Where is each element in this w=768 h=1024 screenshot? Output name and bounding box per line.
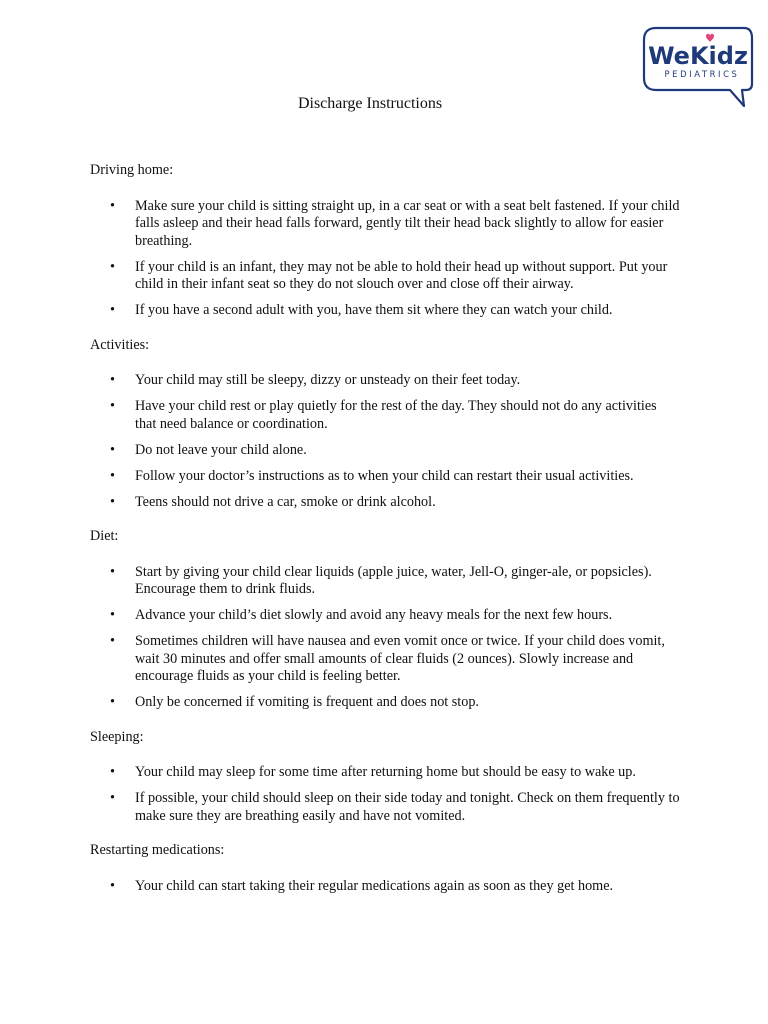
bullet-icon: •: [110, 694, 115, 710]
section-heading: Driving home:: [90, 162, 174, 178]
list-item-text: Have your child rest or play quietly for the rest of the day. They should not do any activities that need balance or coordination.: [135, 398, 657, 432]
bullet-icon: •: [110, 302, 115, 318]
bullet-icon: •: [110, 372, 115, 388]
section-heading: Activities:: [90, 336, 150, 353]
list-item-text: Do not leave your child alone.: [135, 441, 307, 458]
list-item-text: Your child can start taking their regular medications again as soon as they get home.: [135, 877, 614, 894]
list-item: [90, 302, 680, 320]
logo-brand-text: WeKidz: [648, 42, 748, 70]
list-item: [90, 398, 680, 433]
bullet-icon: •: [110, 764, 115, 780]
list-item: [90, 372, 680, 390]
instruction-section: [90, 729, 680, 826]
bullet-icon: •: [110, 197, 115, 214]
list-item-text: Start by giving your child clear liquids (apple juice, water, Jell-O, ginger-ale, or popsicles). Encourage them to drink fluids.: [135, 563, 652, 597]
list-item: [90, 694, 680, 712]
list-item: [90, 259, 680, 294]
bullet-icon: •: [110, 563, 115, 580]
instruction-list: [90, 878, 680, 896]
list-item-text: Teens should not drive a car, smoke or drink alcohol.: [135, 493, 436, 510]
logo-tagline-text: PEDIATRICS: [664, 69, 740, 79]
list-item-text: Only be concerned if vomiting is frequent and does not stop.: [135, 694, 479, 710]
list-item-text: If you have a second adult with you, have them sit where they can watch your child.: [135, 302, 613, 318]
instruction-list: [90, 198, 680, 320]
instruction-section: [90, 842, 680, 895]
bullet-icon: •: [110, 258, 115, 275]
list-item: [90, 878, 680, 896]
instruction-list: [90, 564, 680, 712]
list-item-text: Make sure your child is sitting straight up, in a car seat or with a seat belt fastened. If your child falls asleep and their head falls forward, gently tilt their head back slightly to allow for easier breathing.: [135, 197, 680, 249]
instructions-body: [90, 162, 680, 912]
list-item-text: Your child may sleep for some time after returning home but should be easy to wake up.: [135, 764, 636, 780]
list-item-text: Sometimes children will have nausea and even vomit once or twice. If your child does vomit, wait 30 minutes and offer small amounts of clear fluids (2 ounces). Slowly increase and encourage fluids as your child is feeling better.: [135, 633, 665, 684]
bullet-icon: •: [110, 633, 115, 649]
section-heading: Restarting medications:: [90, 842, 225, 858]
list-item-text: If your child is an infant, they may not be able to hold their head up without support. Put your child in their infant seat so they do not slouch over and close off their airway.: [135, 258, 668, 292]
bullet-icon: •: [110, 493, 115, 510]
list-item: [90, 607, 680, 625]
list-item: [90, 564, 680, 599]
list-item: [90, 633, 680, 686]
bullet-icon: •: [110, 790, 115, 806]
instruction-section: [90, 337, 680, 512]
instruction-list: [90, 372, 680, 511]
heart-icon: [706, 34, 714, 42]
list-item-text: Advance your child’s diet slowly and avoid any heavy meals for the next few hours.: [135, 607, 613, 623]
list-item-text: Your child may still be sleepy, dizzy or unsteady on their feet today.: [135, 372, 521, 388]
list-item: [90, 468, 680, 486]
list-item-text: If possible, your child should sleep on their side today and tonight. Check on them frequently to make sure they are breathing easily and have not vomited.: [135, 790, 680, 824]
instruction-list: [90, 764, 680, 825]
instruction-section: [90, 162, 680, 320]
bullet-icon: •: [110, 877, 115, 894]
bullet-icon: •: [110, 398, 115, 414]
list-item: [90, 764, 680, 782]
instruction-section: [90, 528, 680, 712]
list-item: [90, 790, 680, 825]
section-heading: Diet:: [90, 528, 119, 544]
bullet-icon: •: [110, 441, 115, 458]
list-item-text: Follow your doctor’s instructions as to when your child can restart their usual activities.: [135, 467, 634, 484]
list-item: [90, 198, 680, 251]
section-heading: Sleeping:: [90, 728, 144, 745]
bullet-icon: •: [110, 607, 115, 623]
bullet-icon: •: [110, 467, 115, 484]
list-item: [90, 442, 680, 460]
list-item: [90, 494, 680, 512]
document-title: Discharge Instructions: [297, 95, 443, 112]
